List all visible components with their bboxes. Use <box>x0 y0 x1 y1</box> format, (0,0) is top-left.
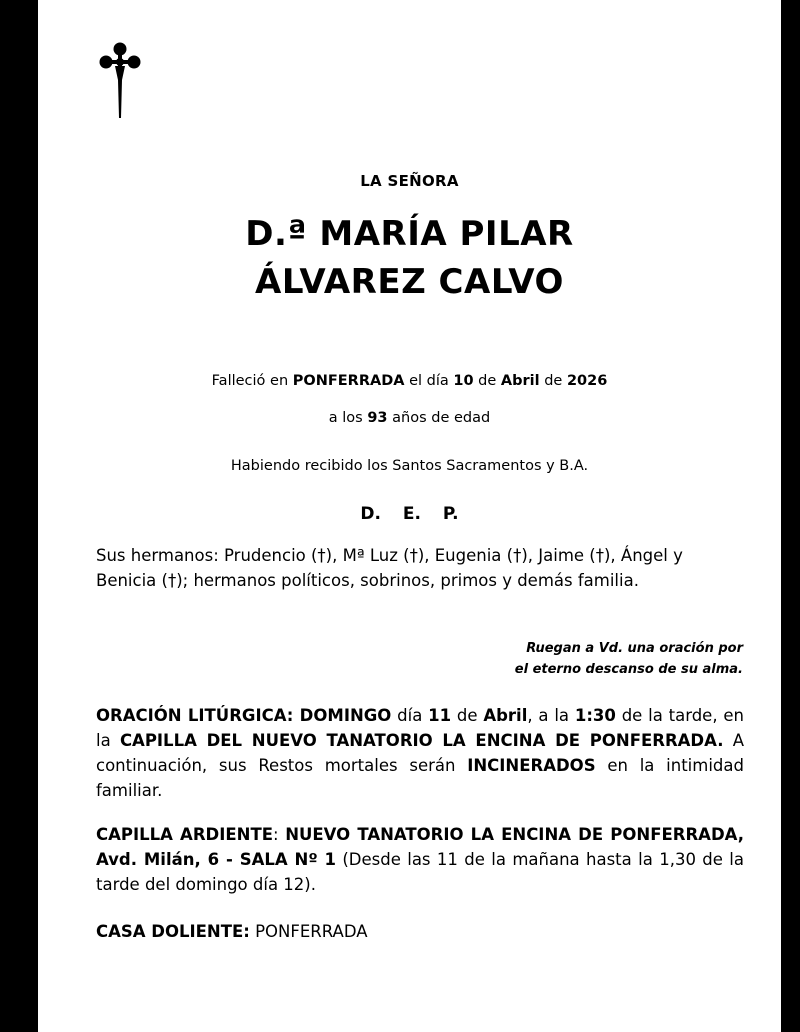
header-title: LA SEÑORA <box>360 172 459 190</box>
prayer-line2: el eterno descanso de su alma. <box>514 662 743 677</box>
family-paragraph: Sus hermanos: Prudencio (†), Mª Luz (†), Eugenia (†), Jaime (†), Ángel y Benicia (†); hermanos políticos, sobrinos, primos y demás familia. <box>96 546 683 590</box>
obituary-page <box>38 0 781 1032</box>
deceased-name-line1: D.ª MARÍA PILAR <box>245 214 574 254</box>
age-line: a los 93 años de edad <box>328 410 491 426</box>
casa-doliente: CASA DOLIENTE: PONFERRADA <box>96 922 368 941</box>
prayer-line1: Ruegan a Vd. una oración por <box>526 641 743 656</box>
sacraments-line: Habiendo recibido los Santos Sacramentos y B.A. <box>230 458 589 474</box>
prayer-request <box>323 638 743 680</box>
death-line: Falleció en PONFERRADA el día 10 de Abril de 2026 <box>211 373 608 389</box>
capilla-paragraph: CAPILLA ARDIENTE: NUEVO TANATORIO LA ENCINA DE PONFERRADA, Avd. Milán, 6 - SALA Nº 1 (Desde las 11 de la mañana hasta la 1,30 de la tarde del domingo día 12). <box>96 825 744 894</box>
oracion-paragraph: ORACIÓN LITÚRGICA: DOMINGO día 11 de Abril, a la 1:30 de la tarde, en la CAPILLA DEL NUEVO TANATORIO LA ENCINA DE PONFERRADA. A continuación, sus Restos mortales serán INCINERADOS en la intimidad familiar. <box>96 706 744 800</box>
deceased-name-line2: ÁLVAREZ CALVO <box>255 262 564 302</box>
dep-line: D. E. P. <box>360 504 459 524</box>
cross-icon <box>98 40 142 120</box>
